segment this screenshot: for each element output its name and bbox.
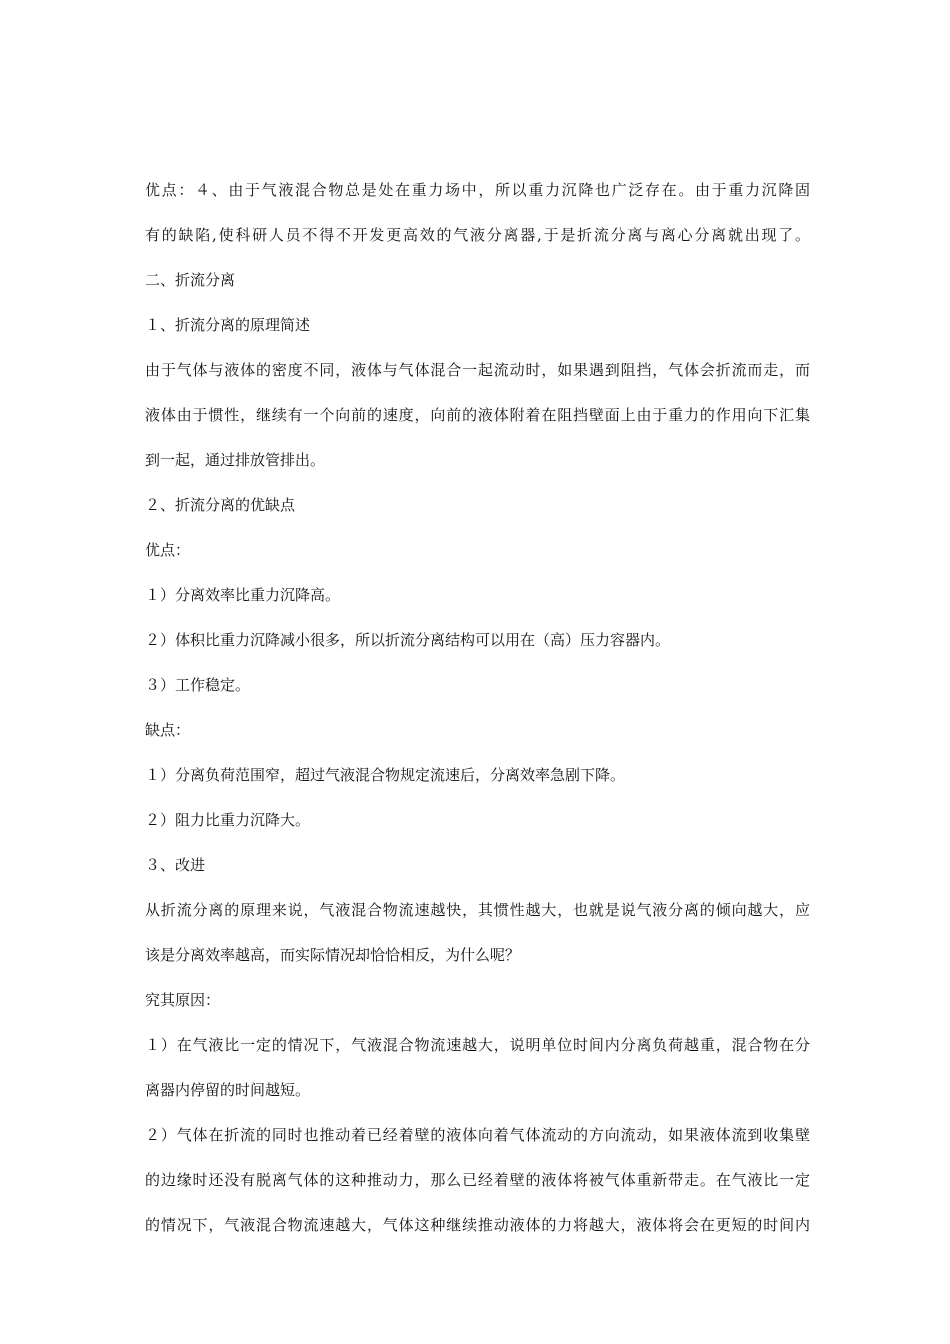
paragraph-line: 由于气体与液体的密度不同，液体与气体混合一起流动时，如果遇到阻挡，气体会折流而走，而 xyxy=(145,361,810,379)
list-item: １）在气液比一定的情况下，气液混合物流速越大，说明单位时间内分离负荷越重，混合物在分 xyxy=(145,1036,810,1054)
paragraph-line: 该是分离效率越高，而实际情况却恰恰相反，为什么呢？ xyxy=(145,946,521,964)
paragraph-line: 到一起，通过排放管排出。 xyxy=(145,451,326,469)
list-item: ２）体积比重力沉降减小很多，所以折流分离结构可以用在（高）压力容器内。 xyxy=(145,631,671,649)
list-item: １）分离效率比重力沉降高。 xyxy=(145,586,341,604)
list-item: 离器内停留的时间越短。 xyxy=(145,1081,311,1099)
list-item: １）分离负荷范围窄，超过气液混合物规定流速后，分离效率急剧下降。 xyxy=(145,766,626,784)
list-item: ２）阻力比重力沉降大。 xyxy=(145,811,311,829)
list-label: 缺点： xyxy=(145,721,191,739)
subsection-heading: ２、折流分离的优缺点 xyxy=(145,496,296,514)
list-item: ３）工作稳定。 xyxy=(145,676,251,694)
paragraph-line: 从折流分离的原理来说，气液混合物流速越快，其惯性越大，也就是说气液分离的倾向越大，应 xyxy=(145,901,810,919)
list-item: 的情况下，气液混合物流速越大，气体这种继续推动液体的力将越大，液体将会在更短的时间内 xyxy=(145,1216,810,1234)
section-heading: 二、折流分离 xyxy=(145,271,236,289)
list-label: 优点： xyxy=(145,541,191,559)
paragraph-line: 液体由于惯性，继续有一个向前的速度，向前的液体附着在阻挡壁面上由于重力的作用向下汇集 xyxy=(145,406,810,424)
list-item: ２）气体在折流的同时也推动着已经着壁的液体向着气体流动的方向流动，如果液体流到收集壁 xyxy=(145,1126,810,1144)
list-item: 的边缘时还没有脱离气体的这种推动力，那么已经着壁的液体将被气体重新带走。在气液比一定 xyxy=(145,1171,810,1189)
subsection-heading: １、折流分离的原理简述 xyxy=(145,316,311,334)
paragraph-line: 优点：４、由于气液混合物总是处在重力场中，所以重力沉降也广泛存在。由于重力沉降固 xyxy=(145,181,810,199)
paragraph-line: 有的缺陷,使科研人员不得不开发更高效的气液分离器,于是折流分离与离心分离就出现了。 xyxy=(145,226,810,244)
list-label: 究其原因： xyxy=(145,991,221,1009)
document-body xyxy=(145,168,810,1248)
subsection-heading: ３、改进 xyxy=(145,856,206,874)
